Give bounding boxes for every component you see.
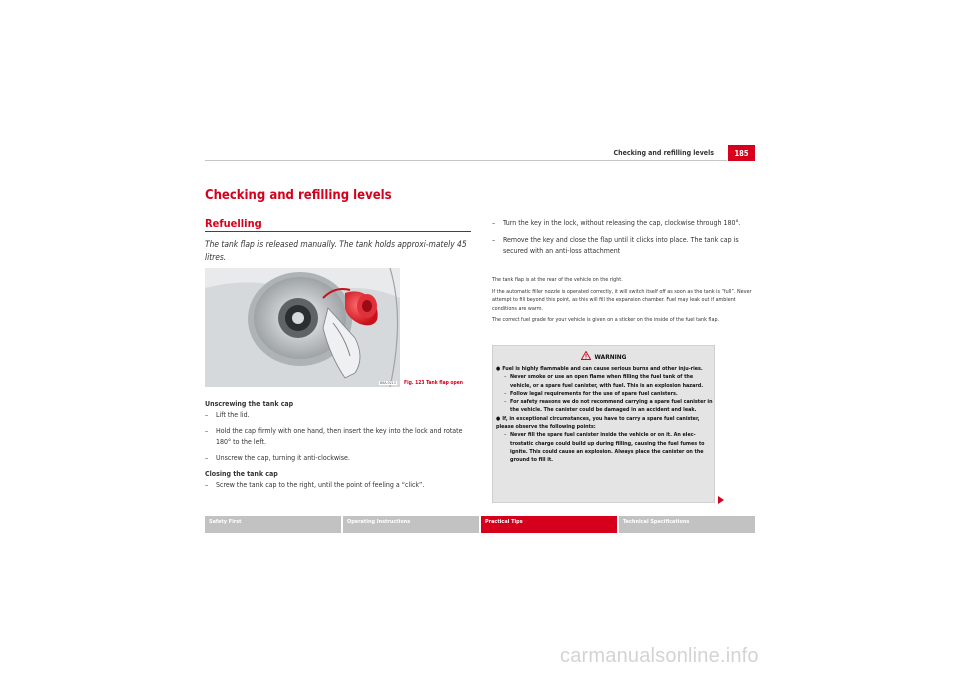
watermark: carmanualsonline.info [560,645,759,667]
warning-bullet: ● Fuel is highly flammable and can cause serious burns and other inju-ries. [496,366,703,372]
list-item: – Remove the key and close the flap until it clicks into place. The tank cap is secured with an anti-loss attachment [492,236,739,255]
figure-code: B6A-0213 [380,381,396,385]
warning-item: – Follow legal requirements for the use of spare fuel canisters. [504,390,678,397]
tank-flap-figure [205,268,400,387]
tab-technical-specifications[interactable]: Technical Specifications [619,516,755,533]
intro-text: The tank flap is released manually. The tank holds approxi-mately 45 litres. [205,239,467,262]
header-rule [205,160,727,161]
section-rule [205,231,471,232]
list-item: – Unscrew the cap, turning it anti-clockwise. [205,454,350,462]
chapter-title: Checking and refilling levels [205,188,392,203]
list-item: – Turn the key in the lock, without releasing the cap, clockwise through 180°. [492,219,741,227]
list-item: – Lift the lid. [205,411,250,419]
warning-item: – Never fill the spare fuel canister inside the vehicle or on it. An elec-trostatic charge could build up during filling, causing the fuel fumes to ignite. This could cause an explosion. Always place the canister on the ground to fill it. [504,432,705,464]
close-heading: Closing the tank cap [205,470,278,478]
page-number: 185 [728,145,755,161]
list-item: – Hold the cap firmly with one hand, then insert the key into the lock and rotate 180° to the left. [205,427,463,446]
footer-nav [205,516,755,533]
figure-caption: Fig. 123 Tank flap open [404,380,464,386]
notes [492,276,755,328]
warning-triangle-icon [581,351,591,360]
unscrew-heading: Unscrewing the tank cap [205,400,294,408]
warning-box [492,345,715,503]
warning-body [496,365,714,465]
running-header: Checking and refilling levels [613,149,714,157]
note: The tank flap is at the rear of the vehicle on the right. [492,277,623,283]
warning-item: – Never smoke or use an open flame when filling the fuel tank of the vehicle, or a spare fuel canister, with fuel. This is an explosion hazard. [504,374,704,389]
note: If the automatic filler nozzle is operated correctly, it will switch itself off as soon as the tank is “full”. Never attempt to fill beyond this point, as this will fill the expansion chamber. Fuel may leak out if ambient conditions are warm. [492,288,752,312]
warning-item: – For safety reasons we do not recommend carrying a spare fuel canister in the vehicle. The canister could be damaged in an accident and leak. [504,399,713,414]
note: The correct fuel grade for your vehicle is given on a sticker on the inside of the fuel tank flap. [492,317,720,324]
warning-header: WARNING [493,351,714,361]
section-title: Refuelling [205,217,262,230]
tab-practical-tips[interactable]: Practical Tips [481,516,617,533]
left-column [205,399,475,496]
right-column [492,218,755,263]
tab-safety-first[interactable]: Safety First [205,516,341,533]
tab-operating-instructions[interactable]: Operating Instructions [343,516,479,533]
continue-arrow-icon [718,496,724,504]
tank-flap-illustration [205,268,400,387]
list-item: – Screw the tank cap to the right, until the point of feeling a “click”. [205,481,425,489]
warning-bullet: ● If, in exceptional circumstances, you have to carry a spare fuel canister, please observe the following points: [496,415,700,431]
